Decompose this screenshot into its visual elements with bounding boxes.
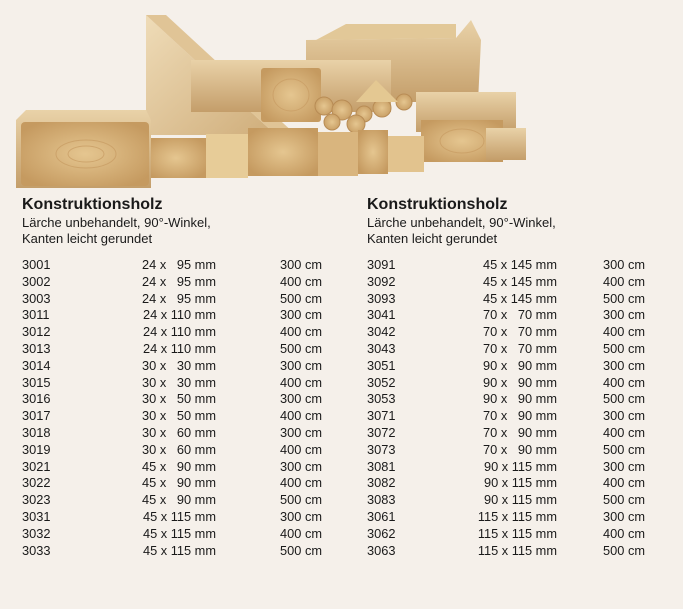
table-row xyxy=(22,341,342,358)
item-code: 3082 xyxy=(367,475,396,491)
item-code: 3023 xyxy=(22,492,51,508)
item-code: 3053 xyxy=(367,391,396,407)
item-dimensions: 90 x 90 mm xyxy=(483,357,557,373)
table-row xyxy=(22,543,342,560)
item-code: 3022 xyxy=(22,475,51,491)
item-dimensions: 24 x 95 mm xyxy=(142,257,216,272)
item-dimensions: 115 x 115 mm xyxy=(477,525,557,541)
item-code: 3063 xyxy=(367,542,396,558)
item-code: 3019 xyxy=(22,441,51,457)
item-code: 3093 xyxy=(367,290,396,306)
table-row xyxy=(367,257,683,274)
table-row xyxy=(367,358,683,375)
item-dimensions: 30 x 50 mm xyxy=(142,391,216,407)
item-code: 3002 xyxy=(22,273,51,289)
item-dimensions: 30 x 30 mm xyxy=(142,357,216,373)
item-length: 300 cm xyxy=(603,508,645,524)
item-length: 300 cm xyxy=(280,257,322,272)
item-dimensions: 30 x 30 mm xyxy=(142,374,216,390)
item-length: 400 cm xyxy=(280,324,322,340)
item-length: 300 cm xyxy=(603,307,645,323)
item-dimensions: 90 x 90 mm xyxy=(483,374,557,390)
product-list-right xyxy=(367,195,683,559)
item-code: 3032 xyxy=(22,525,51,541)
table-row xyxy=(22,442,342,459)
section-title: Konstruktionsholz xyxy=(22,196,163,213)
item-dimensions: 70 x 70 mm xyxy=(483,324,557,340)
table-row xyxy=(367,526,683,543)
item-code: 3033 xyxy=(22,542,51,558)
item-code: 3031 xyxy=(22,508,51,524)
table-row xyxy=(367,375,683,392)
item-length: 400 cm xyxy=(280,441,322,457)
item-length: 400 cm xyxy=(280,374,322,390)
item-length: 300 cm xyxy=(603,458,645,474)
table-row xyxy=(367,492,683,509)
item-length: 500 cm xyxy=(280,290,322,306)
item-code: 3012 xyxy=(22,324,51,340)
item-length: 400 cm xyxy=(280,525,322,541)
item-dimensions: 45 x 115 mm xyxy=(142,508,216,524)
item-length: 500 cm xyxy=(280,492,322,508)
item-length: 400 cm xyxy=(603,525,645,541)
table-row xyxy=(22,375,342,392)
item-code: 3062 xyxy=(367,525,396,541)
item-code: 3041 xyxy=(367,307,396,323)
product-table xyxy=(22,257,342,559)
table-row xyxy=(367,509,683,526)
product-table xyxy=(367,257,683,559)
item-length: 300 cm xyxy=(280,424,322,440)
section-subtitle-line2: Kanten leicht gerundet xyxy=(367,231,498,246)
item-code: 3018 xyxy=(22,424,51,440)
item-length: 500 cm xyxy=(280,340,322,356)
item-code: 3051 xyxy=(367,357,396,373)
item-dimensions: 45 x 145 mm xyxy=(483,273,557,289)
item-length: 500 cm xyxy=(603,441,645,457)
section-subtitle-line1: Lärche unbehandelt, 90°-Winkel, xyxy=(367,215,556,230)
item-length: 500 cm xyxy=(603,340,645,356)
section-subtitle-line2: Kanten leicht gerundet xyxy=(22,231,153,246)
section-title: Konstruktionsholz xyxy=(367,196,508,213)
item-code: 3042 xyxy=(367,324,396,340)
item-code: 3014 xyxy=(22,357,51,373)
item-length: 400 cm xyxy=(603,475,645,491)
item-length: 500 cm xyxy=(603,492,645,508)
item-dimensions: 70 x 90 mm xyxy=(483,441,557,457)
item-dimensions: 24 x 110 mm xyxy=(142,324,216,340)
item-length: 300 cm xyxy=(603,357,645,373)
table-row xyxy=(367,274,683,291)
item-length: 400 cm xyxy=(603,424,645,440)
item-length: 500 cm xyxy=(603,391,645,407)
item-dimensions: 24 x 110 mm xyxy=(142,307,216,323)
item-dimensions: 45 x 90 mm xyxy=(142,475,216,491)
item-code: 3071 xyxy=(367,408,396,424)
item-code: 3073 xyxy=(367,441,396,457)
item-length: 500 cm xyxy=(603,290,645,306)
table-row xyxy=(22,408,342,425)
item-dimensions: 24 x 95 mm xyxy=(142,273,216,289)
table-row xyxy=(22,459,342,476)
table-row xyxy=(22,509,342,526)
item-code: 3072 xyxy=(367,424,396,440)
item-code: 3003 xyxy=(22,290,51,306)
item-dimensions: 70 x 70 mm xyxy=(483,307,557,323)
item-length: 300 cm xyxy=(280,391,322,407)
item-length: 300 cm xyxy=(603,408,645,424)
table-row xyxy=(22,391,342,408)
item-code: 3015 xyxy=(22,374,51,390)
item-dimensions: 24 x 110 mm xyxy=(142,340,216,356)
item-dimensions: 45 x 115 mm xyxy=(142,525,216,541)
item-dimensions: 70 x 90 mm xyxy=(483,424,557,440)
item-code: 3001 xyxy=(22,257,51,272)
item-code: 3061 xyxy=(367,508,396,524)
item-code: 3017 xyxy=(22,408,51,424)
item-dimensions: 115 x 115 mm xyxy=(477,542,557,558)
table-row xyxy=(367,341,683,358)
item-length: 500 cm xyxy=(603,542,645,558)
item-dimensions: 90 x 115 mm xyxy=(483,492,557,508)
table-row xyxy=(367,291,683,308)
table-row xyxy=(367,391,683,408)
item-dimensions: 30 x 60 mm xyxy=(142,441,216,457)
item-code: 3021 xyxy=(22,458,51,474)
item-length: 300 cm xyxy=(603,257,645,272)
item-code: 3092 xyxy=(367,273,396,289)
item-length: 300 cm xyxy=(280,458,322,474)
table-row xyxy=(367,408,683,425)
item-length: 300 cm xyxy=(280,357,322,373)
table-row xyxy=(367,459,683,476)
item-code: 3043 xyxy=(367,340,396,356)
item-dimensions: 24 x 95 mm xyxy=(142,290,216,306)
item-length: 300 cm xyxy=(280,307,322,323)
item-length: 500 cm xyxy=(280,542,322,558)
item-code: 3091 xyxy=(367,257,396,272)
item-length: 400 cm xyxy=(603,374,645,390)
table-row xyxy=(367,442,683,459)
item-length: 400 cm xyxy=(280,475,322,491)
table-row xyxy=(22,492,342,509)
item-dimensions: 115 x 115 mm xyxy=(477,508,557,524)
table-row xyxy=(367,425,683,442)
table-row xyxy=(22,307,342,324)
item-dimensions: 30 x 50 mm xyxy=(142,408,216,424)
item-length: 300 cm xyxy=(280,508,322,524)
item-dimensions: 70 x 90 mm xyxy=(483,408,557,424)
item-dimensions: 70 x 70 mm xyxy=(483,340,557,356)
item-length: 400 cm xyxy=(280,408,322,424)
item-dimensions: 45 x 145 mm xyxy=(483,257,557,272)
item-length: 400 cm xyxy=(280,273,322,289)
item-dimensions: 45 x 90 mm xyxy=(142,458,216,474)
table-row xyxy=(22,324,342,341)
item-dimensions: 90 x 90 mm xyxy=(483,391,557,407)
item-length: 400 cm xyxy=(603,324,645,340)
table-row xyxy=(22,358,342,375)
item-code: 3081 xyxy=(367,458,396,474)
table-row xyxy=(22,475,342,492)
item-code: 3011 xyxy=(22,307,50,323)
table-row xyxy=(22,274,342,291)
table-row xyxy=(367,307,683,324)
table-row xyxy=(22,291,342,308)
table-row xyxy=(367,324,683,341)
item-code: 3016 xyxy=(22,391,51,407)
item-code: 3083 xyxy=(367,492,396,508)
item-dimensions: 45 x 90 mm xyxy=(142,492,216,508)
item-dimensions: 45 x 145 mm xyxy=(483,290,557,306)
table-row xyxy=(22,425,342,442)
item-dimensions: 90 x 115 mm xyxy=(483,458,557,474)
table-row xyxy=(22,257,342,274)
item-dimensions: 45 x 115 mm xyxy=(142,542,216,558)
table-row xyxy=(367,543,683,560)
item-dimensions: 90 x 115 mm xyxy=(483,475,557,491)
item-length: 400 cm xyxy=(603,273,645,289)
lumber-stack-illustration xyxy=(16,10,536,188)
item-dimensions: 30 x 60 mm xyxy=(142,424,216,440)
table-row xyxy=(22,526,342,543)
item-code: 3013 xyxy=(22,340,51,356)
product-list-left xyxy=(22,195,342,559)
table-row xyxy=(367,475,683,492)
section-subtitle-line1: Lärche unbehandelt, 90°-Winkel, xyxy=(22,215,211,230)
item-code: 3052 xyxy=(367,374,396,390)
